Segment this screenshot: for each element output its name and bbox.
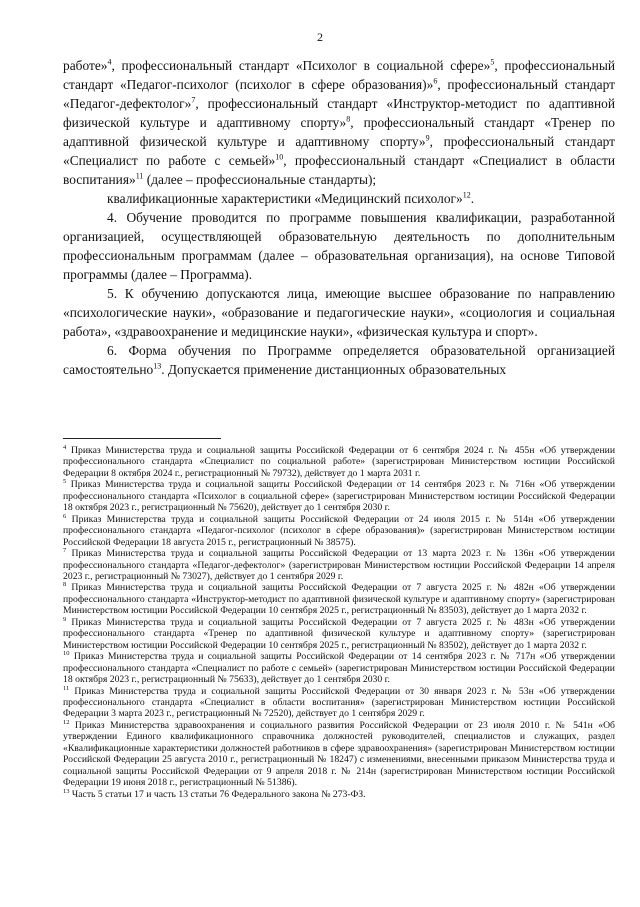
footnote-10: [63, 651, 615, 685]
footnote-6: [63, 514, 615, 548]
footnote-number: 12: [63, 718, 70, 726]
footnote-number: 10: [63, 649, 70, 657]
footnote-ref: 9: [425, 133, 430, 143]
footnote-ref: 13: [153, 361, 162, 371]
text-run: 6. Форма обучения по Программе определяется образовательной организацией самостоятельно: [63, 343, 615, 377]
footnote-ref: 8: [346, 114, 351, 124]
footnote-text: Приказ Министерства труда и социальной защиты Российской Федерации от 14 сентября 2023 г. № 717н «Об утверждении профессионального стандарта «Специалист по работе с семьей» (зарегистрирован Министерством юстиции Российской Федерации 18 октября 2023 г., регистрационный № 75633), действует до 1 сентября 2030 г.: [63, 651, 615, 686]
footnote-7: [63, 548, 615, 582]
text-run: , профессиональный стандарт «Инструктор-методист по адаптивной физической культуре и адаптивному спорту»: [63, 96, 615, 130]
footnote-ref: 4: [107, 57, 112, 67]
footnote-8: [63, 582, 615, 616]
text-run: работе»: [63, 58, 108, 73]
paragraph-item-4: [63, 208, 615, 284]
footnote-number: 6: [63, 512, 67, 520]
footnote-ref: 11: [135, 171, 144, 181]
text-run: 4. Обучение проводится по программе повышения квалификации, разработанной организацией, осуществляющей образовательную деятельность по дополнительным профессиональным программам (далее – образовательная организация), на основе Типовой программы (далее – Программа).: [63, 210, 615, 282]
footnote-text: Приказ Министерства труда и социальной защиты Российской Федерации от 7 августа 2025 г. № 482н «Об утверждении профессионального стандарта «Инструктор-методист по адаптивной физической культуре и адаптивному спорту» (зарегистрирован Министерством юстиции Российской Федерации 10 сентября 2025 г., регистрационный № 83503), действует до 1 марта 2032 г.: [63, 582, 615, 617]
text-run: , профессиональный стандарт «Педагог-дефектолог»: [63, 77, 615, 111]
paragraph-item-5: [63, 284, 615, 341]
footnote-ref: 12: [462, 190, 471, 200]
footnote-9: [63, 617, 615, 651]
text-run: квалификационные характеристики «Медицинский психолог»: [107, 191, 463, 206]
footnote-number: 13: [63, 787, 70, 795]
footnote-text: Приказ Министерства труда и социальной защиты Российской Федерации от 30 января 2023 г. № 53н «Об утверждении профессионального стандарта «Специалист в области воспитания» (зарегистрирован Министерством юстиции Российской Федерации 3 марта 2023 г., регистрационный № 72520), действует до 1 сентября 2029 г.: [63, 685, 615, 720]
text-run: (далее – профессиональные стандарты);: [143, 172, 377, 187]
footnote-ref: 6: [433, 76, 438, 86]
page-number: 2: [317, 30, 323, 44]
footnote-separator: [63, 438, 221, 439]
footnote-text: Приказ Министерства труда и социальной защиты Российской Федерации от 6 сентября 2024 г. № 455н «Об утверждении профессионального стандарта «Специалист по социальной работе» (зарегистрирован Министерством юстиции Российской Федерации 8 октября 2024 г., регистрационный № 79732), действует до 1 марта 2031 г.: [63, 445, 615, 479]
footnote-text: Приказ Министерства труда и социальной защиты Российской Федерации от 14 сентября 2023 г. № 716н «Об утверждении профессионального стандарта «Психолог в социальной сфере» (зарегистрирован Министерством юстиции Российской Федерации 18 октября 2023 г., регистрационный № 75620), действует до 1 сентября 2030 г.: [63, 479, 615, 514]
footnote-number: 5: [63, 478, 67, 486]
text-run: , профессиональный стандарт «Тренер по адаптивной физической культуре и адаптивному спорту»: [63, 115, 615, 149]
footnote-5: [63, 479, 615, 513]
footnote-number: 11: [63, 684, 70, 692]
footnote-ref: 5: [490, 57, 495, 67]
text-run: .: [470, 191, 475, 206]
footnote-number: 8: [63, 581, 67, 589]
footnote-number: 4: [63, 443, 67, 451]
paragraph-standards-list: [63, 56, 615, 189]
text-run: , профессиональный стандарт «Психолог в социальной сфере»: [111, 58, 491, 73]
footnote-text: Приказ Министерства труда и социальной защиты Российской Федерации от 24 июля 2015 г. № 514н «Об утверждении профессионального стандарта «Педагог-психолог (психолог в сфере образования)» (зарегистрирован Министерством юстиции Российской Федерации 18 августа 2015 г., регистрационный № 38575).: [63, 513, 615, 548]
footnote-text: Приказ Министерства труда и социальной защиты Российской Федерации от 7 августа 2025 г. № 483н «Об утверждении профессионального стандарта «Тренер по адаптивной физической культуре и адаптивному спорту» (зарегистрирован Министерством юстиции Российской Федерации 10 сентября 2025 г., регистрационный № 83502), действует до 1 марта 2032 г.: [63, 616, 615, 651]
footnote-12: [63, 720, 615, 789]
paragraph-qualification-characteristics: [63, 189, 615, 208]
text-run: . Допускается применение дистанционных образовательных: [161, 362, 507, 377]
footnote-ref: 10: [275, 152, 284, 162]
footnotes: [63, 445, 615, 800]
text-run: , профессиональный стандарт «Специалист по работе с семьей»: [63, 134, 616, 168]
footnote-text: Часть 5 статьи 17 и часть 13 статьи 76 Федерального закона № 273-ФЗ.: [69, 788, 366, 800]
text-run: , профессиональный стандарт «Специалист в области воспитания»: [63, 153, 616, 187]
text-run: 5. К обучению допускаются лица, имеющие высшее образование по направлению «психологические науки», «образование и педагогические науки», «социология и социальная работа», «здравоохранение и медицинские науки», «физическая культура и спорт».: [63, 286, 615, 339]
footnote-text: Приказ Министерства здравоохранения и социального развития Российской Федерации от 23 июля 2010 г. № 541н «Об утверждении Единого квалификационного справочника должностей руководителей, специалистов и служащих, раздел «Квалификационные характеристики должностей работников в сфере здравоохранения» (зарегистрирован Министерством юстиции Российской Федерации 25 августа 2010 г., регистрационный № 18247) с изменениями, внесенными приказом Министерства труда и социальной защиты Российской Федерации от 9 апреля 2018 г. № 214н (зарегистрирован Министерством юстиции Российской Федерации 19 июня 2018 г., регистрационный № 51386).: [63, 719, 615, 789]
text-run: , профессиональный стандарт «Педагог-психолог (психолог в сфере образования)»: [63, 58, 615, 92]
footnote-number: 7: [63, 546, 67, 554]
main-text: [63, 56, 615, 379]
paragraph-item-6: [63, 341, 615, 379]
footnote-4: [63, 445, 615, 479]
footnote-13: [63, 789, 615, 800]
footnote-number: 9: [63, 615, 67, 623]
footnote-text: Приказ Министерства труда и социальной защиты Российской Федерации от 13 марта 2023 г. № 136н «Об утверждении профессионального стандарта «Педагог-дефектолог» (зарегистрирован Министерством юстиции Российской Федерации 14 апреля 2023 г., регистрационный № 73027), действует до 1 сентября 2029 г.: [63, 548, 615, 582]
footnote-ref: 7: [191, 95, 196, 105]
footnote-11: [63, 686, 615, 720]
